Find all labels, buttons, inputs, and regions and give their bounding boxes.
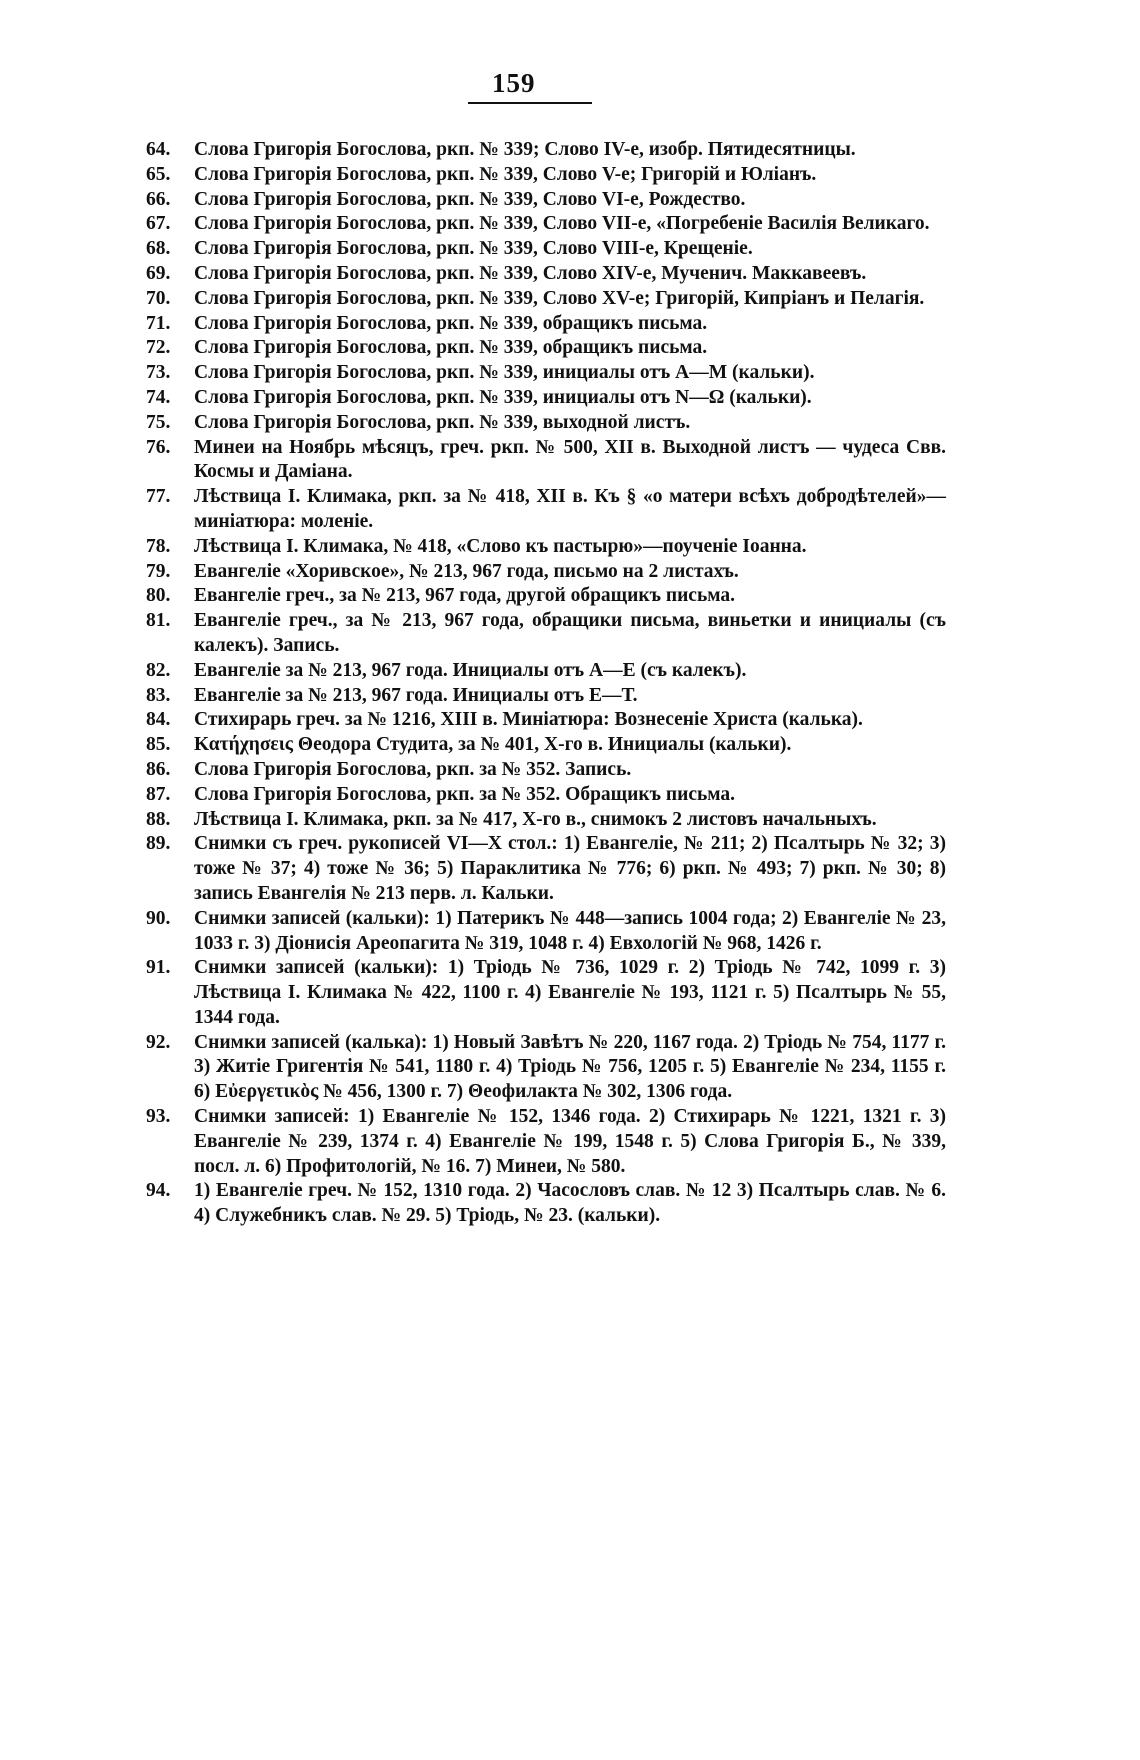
entry-number: 67. [146, 213, 171, 235]
entry-number: 79. [146, 560, 171, 582]
entry-list [146, 138, 946, 1229]
list-item [146, 907, 946, 957]
entry-text: Слова Григорія Богослова, ркп. № 339, выходной листъ. [194, 411, 691, 433]
list-item [146, 485, 946, 535]
entry-text: Лѣствица I. Климака, ркп. за № 418, XII в. Къ § «о матери всѣхъ добродѣтелей»—миніатюра: моленіе. [194, 486, 946, 532]
entry-text: Слова Григорія Богослова, ркп. за № 352. Обращикъ письма. [194, 783, 736, 805]
entry-text: Евангеліе за № 213, 967 года. Инициалы отъ А—Е (съ калекъ). [194, 659, 747, 681]
entry-text: 1) Евангеліе греч. № 152, 1310 года. 2) Часословъ слав. № 12 3) Псалтырь слав. № 6. 4) Служебникъ слав. № 29. 5) Тріодь, № 23. (кальки). [194, 1180, 946, 1227]
entry-text: Κατήχησεις Θеодора Студита, за № 401, X-го в. Инициалы (кальки). [194, 734, 792, 756]
list-item [146, 832, 946, 906]
entry-number: 93. [146, 1106, 171, 1128]
entry-number: 66. [146, 188, 171, 210]
list-item [146, 733, 946, 758]
list-item [146, 287, 946, 312]
entry-text: Слова Григорія Богослова, ркп. № 339, Слово VI-е, Рождество. [194, 188, 746, 210]
entry-number: 68. [146, 238, 171, 260]
list-item [146, 708, 946, 733]
entry-number: 65. [146, 163, 171, 185]
entry-text: Минеи на Ноябрь мѣсяцъ, греч. ркп. № 500, XII в. Выходной листъ — чудеса Свв. Космы и Даміана. [194, 436, 946, 483]
entry-number: 83. [146, 684, 171, 706]
entry-text: Слова Григорія Богослова, ркп. № 339, Слово XV-е; Григорій, Кипріанъ и Пелагія. [194, 287, 925, 309]
entry-number: 89. [146, 833, 171, 855]
list-item [146, 1179, 946, 1229]
entry-text: Стихирарь греч. за № 1216, XIII в. Миніатюра: Вознесеніе Христа (калька). [194, 709, 863, 731]
entry-text: Слова Григорія Богослова, ркп. № 339, Слово XIV-е, Мученич. Маккавеевъ. [194, 262, 867, 284]
list-item [146, 336, 946, 361]
entry-number: 87. [146, 783, 171, 805]
entry-text: Слова Григорія Богослова, ркп. № 339, Слово V-е; Григорій и Юліанъ. [194, 163, 817, 185]
entry-number: 75. [146, 411, 171, 433]
entry-number: 64. [146, 139, 171, 160]
entry-text: Евангеліе за № 213, 967 года. Инициалы отъ Е—Т. [194, 684, 638, 706]
entry-text: Слова Григорія Богослова, ркп. № 339, инициалы отъ А—М (кальки). [194, 362, 815, 384]
entry-number: 94. [146, 1180, 171, 1202]
entry-number: 72. [146, 337, 171, 359]
entry-text: Евангеліе греч., за № 213, 967 года, другой обращикъ письма. [194, 585, 736, 607]
list-item [146, 1105, 946, 1179]
entry-text: Слова Григорія Богослова, ркп. № 339, обращикъ письма. [194, 312, 708, 334]
entry-number: 90. [146, 907, 171, 929]
entry-number: 88. [146, 808, 171, 830]
list-item [146, 312, 946, 337]
list-item [146, 560, 946, 585]
list-item [146, 188, 946, 213]
list-item [146, 212, 946, 237]
entry-text: Слова Григорія Богослова, ркп. № 339, обращикъ письма. [194, 337, 708, 359]
entry-text: Снимки записей (калька): 1) Новый Завѣтъ № 220, 1167 года. 2) Тріодь № 754, 1177 г. 3) Житіе Григентія № 541, 1180 г. 4) Тріодь № 756, 1205 г. 5) Евангеліе № 234, 1155 г. 6) Εὐεργετικὸς № 456, 1300 г. 7) Θеофилакта № 302, 1306 года. [194, 1031, 946, 1103]
entry-text: Слова Григорія Богослова, ркп. № 339, Слово VIII-е, Крещеніе. [194, 238, 753, 260]
entry-text: Слова Григорія Богослова, ркп. за № 352. Запись. [194, 758, 632, 780]
entry-text: Лѣствица I. Климака, ркп. за № 417, X-го в., снимокъ 2 листовъ начальныхъ. [194, 808, 877, 830]
entry-number: 84. [146, 709, 171, 731]
list-item [146, 684, 946, 709]
entry-text: Слова Григорія Богослова, ркп. № 339, Слово VII-е, «Погребеніе Василія Великаго. [194, 213, 930, 235]
list-item [146, 361, 946, 386]
list-item [146, 237, 946, 262]
entry-text: Снимки записей: 1) Евангеліе № 152, 1346 года. 2) Стихирарь № 1221, 1321 г. 3) Евангеліе № 239, 1374 г. 4) Евангеліе № 199, 1548 г. 5) Слова Григорія Б., № 339, посл. л. 6) Профитологій, № 16. 7) Минеи, № 580. [194, 1106, 946, 1177]
entry-text: Слова Григорія Богослова, ркп. № 339; Слово IV-е, изобр. Пятидесятницы. [194, 139, 856, 160]
list-item [146, 1031, 946, 1105]
entry-number: 86. [146, 758, 171, 780]
list-item [146, 956, 946, 1030]
list-item [146, 262, 946, 287]
list-item [146, 584, 946, 609]
list-item [146, 535, 946, 560]
entry-text: Снимки записей (кальки): 1) Тріодь № 736, 1029 г. 2) Тріодь № 742, 1099 г. 3) Лѣствица I. Климака № 422, 1100 г. 4) Евангеліе № 193, 1121 г. 5) Псалтырь № 55, 1344 года. [194, 957, 946, 1028]
entry-number: 82. [146, 659, 171, 681]
list-item [146, 808, 946, 833]
entry-number: 78. [146, 535, 171, 557]
page-number: 159 [492, 68, 536, 98]
list-item [146, 411, 946, 436]
entry-text: Евангеліе греч., за № 213, 967 года, обращики письма, виньетки и инициалы (съ калекъ). Запись. [194, 610, 946, 656]
entry-number: 85. [146, 734, 171, 756]
entry-text: Снимки записей (кальки): 1) Патерикъ № 448—запись 1004 года; 2) Евангеліе № 23, 1033 г. 3) Діонисія Ареопагита № 319, 1048 г. 4) Евхологій № 968, 1426 г. [194, 907, 946, 954]
entry-text: Слова Григорія Богослова, ркп. № 339, инициалы отъ N—Ω (кальки). [194, 386, 812, 408]
list-item [146, 609, 946, 659]
entry-number: 81. [146, 610, 171, 632]
list-item [146, 758, 946, 783]
entry-number: 69. [146, 262, 171, 284]
list-item [146, 783, 946, 808]
list-item [146, 386, 946, 411]
header-rule [468, 102, 592, 104]
list-item [146, 659, 946, 684]
entry-number: 80. [146, 585, 171, 607]
entry-number: 74. [146, 386, 171, 408]
entry-number: 92. [146, 1031, 171, 1053]
list-item [146, 138, 946, 163]
list-item [146, 163, 946, 188]
entry-number: 73. [146, 362, 171, 384]
entry-number: 77. [146, 486, 171, 508]
list-item [146, 436, 946, 486]
entry-number: 71. [146, 312, 171, 334]
entry-text: Евангеліе «Хоривское», № 213, 967 года, письмо на 2 листахъ. [194, 560, 739, 582]
entry-number: 70. [146, 287, 171, 309]
entry-text: Лѣствица I. Климака, № 418, «Слово къ пастырю»—поученіе Іоанна. [194, 535, 807, 557]
entry-number: 76. [146, 436, 171, 458]
entry-number: 91. [146, 957, 171, 979]
entry-text: Снимки съ греч. рукописей VI—X стол.: 1) Евангеліе, № 211; 2) Псалтырь № 32; 3) тоже № 37; 4) тоже № 36; 5) Параклитика № 776; 6) ркп. № 493; 7) ркп. № 30; 8) запись Евангелія № 213 перв. л. Кальки. [194, 833, 946, 904]
